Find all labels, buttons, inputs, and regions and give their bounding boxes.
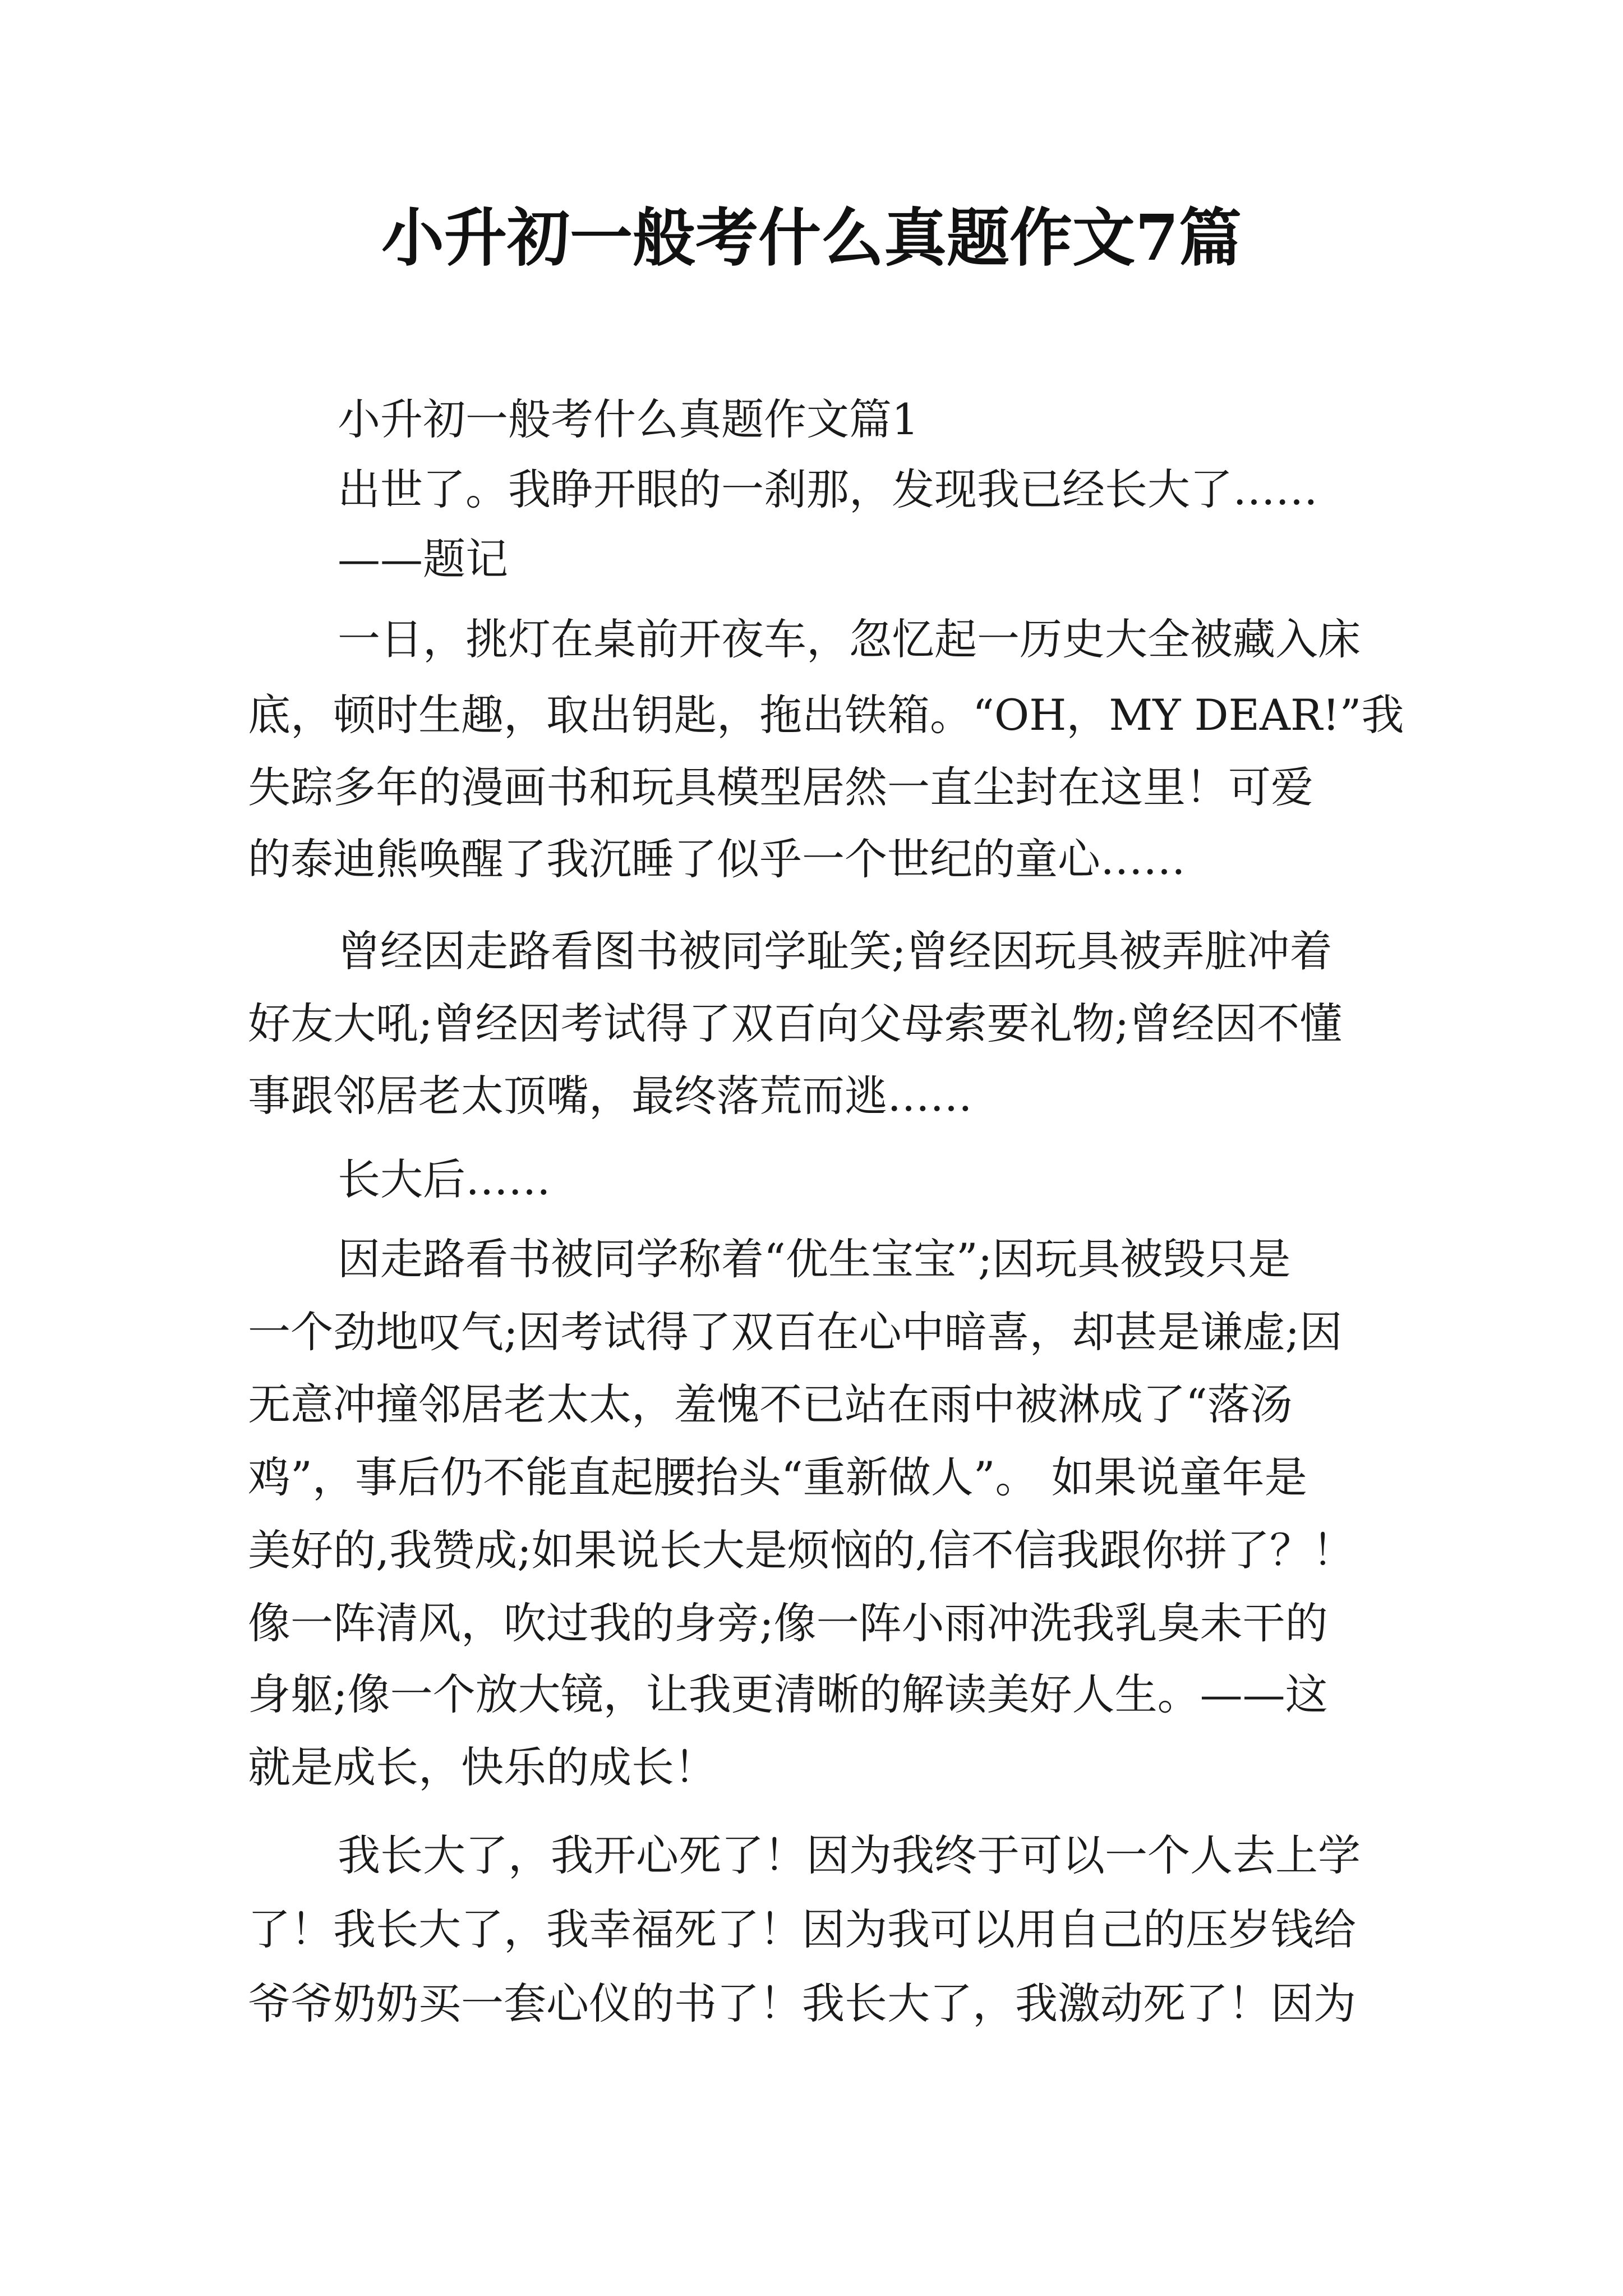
text-line: 好友大吼;曾经因考试得了双百向父母索要礼物;曾经因不懂: [248, 999, 1343, 1048]
text-line: 身躯;像一个放大镜，让我更清晰的解读美好人生。——这: [248, 1669, 1328, 1719]
text-line: 爷爷奶奶买一套心仪的书了！我长大了，我激动死了！因为: [248, 1978, 1356, 2028]
text-line: 了！我长大了，我幸福死了！因为我可以用自己的压岁钱给: [248, 1904, 1356, 1954]
text-line: 美好的,我赞成;如果说长大是烦恼的,信不信我跟你拼了？！: [248, 1525, 1355, 1575]
text-line: 一日，挑灯在桌前开夜车，忽忆起一历史大全被藏入床: [338, 614, 1361, 664]
text-line: 的泰迪熊唤醒了我沉睡了似乎一个世纪的童心……: [248, 834, 1186, 884]
document-title: 小升初一般考什么真题作文7篇: [381, 201, 1242, 275]
text-line: 就是成长，快乐的成长！: [248, 1742, 717, 1792]
text-line: 底，顿时生趣，取出钥匙，拖出铁箱。“OH，MY DEAR!”我: [248, 690, 1404, 740]
text-line: 长大后……: [338, 1154, 551, 1204]
text-line: 无意冲撞邻居老太太，羞愧不已站在雨中被淋成了“落汤: [248, 1379, 1293, 1429]
text-line: 像一阵清风，吹过我的身旁;像一阵小雨冲洗我乳臭未干的: [248, 1598, 1328, 1648]
text-line: 失踪多年的漫画书和玩具模型居然一直尘封在这里！可爱: [248, 762, 1313, 812]
section-heading: 小升初一般考什么真题作文篇1: [338, 394, 919, 444]
text-line: 一个劲地叹气;因考试得了双百在心中暗喜，却甚是谦虚;因: [248, 1307, 1343, 1357]
text-line: 曾经因走路看图书被同学耻笑;曾经因玩具被弄脏冲着: [338, 926, 1332, 976]
text-line: 事跟邻居老太顶嘴，最终落荒而逃……: [248, 1071, 972, 1121]
text-line: 我长大了，我开心死了！因为我终于可以一个人去上学: [338, 1830, 1361, 1880]
text-line: ——题记: [338, 534, 508, 584]
text-line: 出世了。我睁开眼的一刹那，发现我已经长大了……: [338, 464, 1318, 514]
text-line: 因走路看书被同学称着“优生宝宝”;因玩具被毁只是: [338, 1234, 1291, 1284]
text-line: 鸡”，事后仍不能直起腰抬头“重新做人”。 如果说童年是: [248, 1452, 1307, 1502]
